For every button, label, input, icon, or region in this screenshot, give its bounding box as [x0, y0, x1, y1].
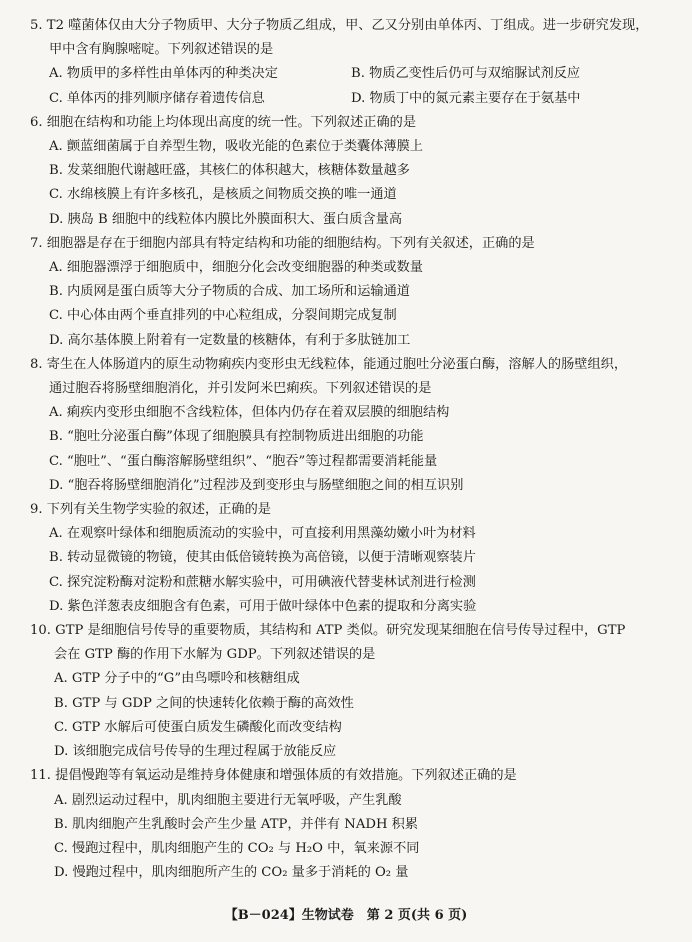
- option-c: C. 探究淀粉酶对淀粉和蔗糖水解实验中，可用碘液代替斐林试剂进行检测: [49, 574, 476, 590]
- option-d: D. “胞吞将肠壁细胞消化”过程涉及到变形虫与肠壁细胞之间的相互识别: [49, 477, 464, 493]
- option-c: C. “胞吐”、“蛋白酶溶解肠壁组织”、“胞吞”等过程都需要消耗能量: [49, 453, 438, 469]
- option-c: C. GTP 水解后可使蛋白质发生磷酸化而改变结构: [54, 719, 342, 735]
- option-b: B. “胞吐分泌蛋白酶”体现了细胞膜具有控制物质进出细胞的功能: [49, 429, 424, 445]
- question-stem: 会在 GTP 酶的作用下水解为 GDP。下列叙述错误的是: [54, 647, 376, 663]
- option-c: C. 慢跑过程中，肌肉细胞产生的 CO₂ 与 H₂O 中，氧来源不同: [54, 840, 420, 856]
- question-7: [30, 232, 670, 353]
- option-b: B. 肌肉细胞产生乳酸时会产生少量 ATP，并伴有 NADH 积累: [54, 816, 419, 832]
- question-6: [30, 111, 670, 232]
- option-d: D. 高尔基体膜上附着有一定数量的核糖体，有利于多肽链加工: [49, 332, 411, 348]
- option-c: C. 中心体由两个垂直排列的中心粒组成，分裂间期完成复制: [49, 308, 397, 324]
- option-d: D. 紫色洋葱表皮细胞含有色素，可用于做叶绿体中色素的提取和分离实验: [49, 598, 477, 614]
- option-d: D. 物质丁中的氮元素主要存在于氨基中: [351, 90, 581, 106]
- option-a: A. 在观察叶绿体和细胞质流动的实验中，可直接利用黑藻幼嫩小叶为材料: [49, 526, 476, 542]
- question-5: [30, 14, 670, 111]
- option-d: D. 该细胞完成信号传导的生理过程属于放能反应: [54, 744, 337, 760]
- question-stem: 6. 细胞在结构和功能上均体现出高度的统一性。下列叙述正确的是: [30, 114, 417, 130]
- page-footer: 【B－024】生物试卷 第 2 页(共 6 页): [224, 907, 468, 923]
- question-stem: 通过胞吞将肠壁细胞消化，并引发阿米巴痢疾。下列叙述错误的是: [49, 381, 432, 397]
- question-11: [30, 764, 670, 885]
- option-d: D. 胰岛 B 细胞中的线粒体内膜比外膜面积大、蛋白质含量高: [49, 211, 403, 227]
- question-stem: 10. GTP 是细胞信号传导的重要物质，其结构和 ATP 类似。研究发现某细胞在信号传导过程中，GTP: [30, 623, 626, 639]
- option-a: A. 痢疾内变形虫细胞不含线粒体，但体内仍存在着双层膜的细胞结构: [49, 405, 450, 421]
- question-10: [30, 619, 670, 764]
- option-c: C. 单体丙的排列顺序储存着遗传信息: [49, 90, 265, 106]
- option-a: A. 物质甲的多样性由单体丙的种类决定: [49, 66, 278, 82]
- option-b: B. GTP 与 GDP 之间的快速转化依赖于酶的高效性: [54, 695, 354, 711]
- question-stem: 8. 寄生在人体肠道内的原生动物痢疾内变形虫无线粒体，能通过胞吐分泌蛋白酶，溶解人的肠壁组织，: [30, 356, 628, 372]
- question-stem: 9. 下列有关生物学实验的叙述，正确的是: [30, 502, 271, 518]
- question-stem: 5. T2 噬菌体仅由大分子物质甲、大分子物质乙组成，甲、乙又分别由单体丙、丁组成。进一步研究发现，: [30, 18, 649, 33]
- question-stem: 甲中含有胸腺嘧啶。下列叙述错误的是: [49, 42, 274, 58]
- option-a: A. GTP 分子中的“G”由鸟嘌呤和核糖组成: [54, 671, 300, 687]
- option-b: B. 物质乙变性后仍可与双缩脲试剂反应: [351, 66, 581, 82]
- option-d: D. 慢跑过程中，肌肉细胞所产生的 CO₂ 量多于消耗的 O₂ 量: [54, 865, 409, 881]
- question-8: [30, 353, 670, 498]
- option-b: B. 内质网是蛋白质等大分子物质的合成、加工场所和运输通道: [49, 284, 410, 300]
- option-b: B. 转动显微镜的物镜，使其由低倍镜转换为高倍镜，以便于清晰观察装片: [49, 550, 476, 566]
- option-a: A. 细胞器漂浮于细胞质中，细胞分化会改变细胞器的种类或数量: [49, 260, 423, 276]
- option-a: A. 颤蓝细菌属于自养型生物，吸收光能的色素位于类囊体薄膜上: [49, 139, 423, 155]
- option-c: C. 水绵核膜上有许多核孔，是核质之间物质交换的唯一通道: [49, 187, 397, 203]
- option-a: A. 剧烈运动过程中，肌肉细胞主要进行无氧呼吸，产生乳酸: [54, 792, 402, 808]
- option-b: B. 发菜细胞代谢越旺盛，其核仁的体积越大，核糖体数量越多: [49, 163, 410, 179]
- question-stem: 11. 提倡慢跑等有氧运动是维持身体健康和增强体质的有效措施。下列叙述正确的是: [30, 768, 517, 784]
- question-9: [30, 498, 670, 619]
- question-stem: 7. 细胞器是存在于细胞内部具有特定结构和功能的细胞结构。下列有关叙述，正确的是: [30, 235, 535, 251]
